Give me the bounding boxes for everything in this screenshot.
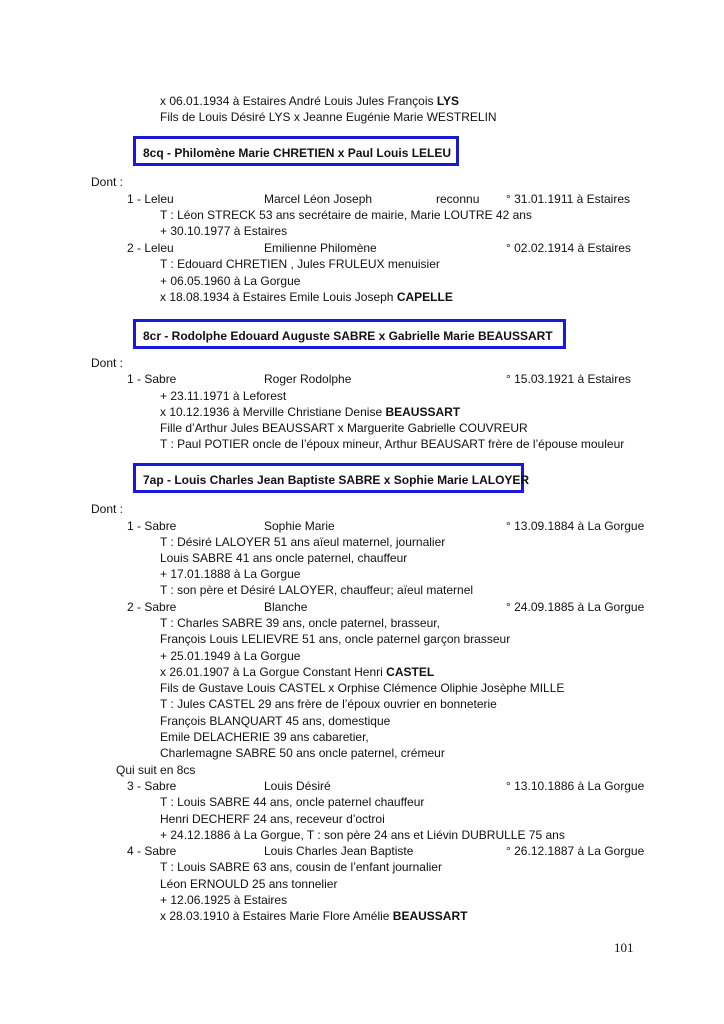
continuation-note: Qui suit en 8cs xyxy=(116,763,196,777)
intro-line: x 06.01.1934 à Estaires André Louis Jules François LYS xyxy=(160,94,460,108)
dont-label: Dont : xyxy=(91,502,124,516)
couple-heading: 8cr - Rodolphe Edouard Auguste SABRE x Gabrielle Marie BEAUSSART xyxy=(143,329,553,343)
couple-heading: 7ap - Louis Charles Jean Baptiste SABRE x Sophie Marie LALOYER xyxy=(143,473,530,487)
child-detail: Emile DELACHERIE 39 ans cabaretier, xyxy=(160,730,369,744)
child-number: 2 - Leleu xyxy=(127,241,174,255)
couple-heading: 8cq - Philomène Marie CHRETIEN x Paul Louis LELEU xyxy=(143,146,452,160)
child-birth: ° 24.09.1885 à La Gorgue xyxy=(506,600,645,614)
child-detail: + 25.01.1949 à La Gorgue xyxy=(160,649,301,663)
child-detail: T : Paul POTIER oncle de l’époux mineur, Arthur BEAUSART frère de l’épouse mouleur xyxy=(160,437,625,451)
child-detail: Louis SABRE 41 ans oncle paternel, chauffeur xyxy=(160,551,408,565)
child-name: Emilienne Philomène xyxy=(264,241,377,255)
child-detail: + 17.01.1888 à La Gorgue xyxy=(160,567,301,581)
child-number: 2 - Sabre xyxy=(127,600,177,614)
child-birth: ° 26.12.1887 à La Gorgue xyxy=(506,844,645,858)
child-name: Louis Charles Jean Baptiste xyxy=(264,844,414,858)
child-name: Sophie Marie xyxy=(264,519,335,533)
child-birth: ° 15.03.1921 à Estaires xyxy=(506,372,631,386)
child-detail: x 26.01.1907 à La Gorgue Constant Henri CASTEL xyxy=(160,665,435,679)
child-detail: T : Charles SABRE 39 ans, oncle paternel, brasseur, xyxy=(160,616,440,630)
child-name: Blanche xyxy=(264,600,308,614)
child-detail: + 24.12.1886 à La Gorgue, T : son père 24 ans et Liévin DUBRULLE 75 ans xyxy=(160,828,565,842)
child-detail: + 30.10.1977 à Estaires xyxy=(160,224,288,238)
child-detail: Léon ERNOULD 25 ans tonnelier xyxy=(160,877,338,891)
child-birth: ° 02.02.1914 à Estaires xyxy=(506,241,631,255)
child-birth: ° 31.01.1911 à Estaires xyxy=(506,192,630,206)
child-name: Louis Désiré xyxy=(264,779,331,793)
couple-heading-box xyxy=(133,319,566,349)
child-birth: ° 13.09.1884 à La Gorgue xyxy=(506,519,645,533)
child-detail: + 06.05.1960 à La Gorgue xyxy=(160,274,301,288)
dont-label: Dont : xyxy=(91,175,124,189)
child-detail: T : Léon STRECK 53 ans secrétaire de mairie, Marie LOUTRE 42 ans xyxy=(160,208,532,222)
child-number: 1 - Leleu xyxy=(127,192,174,206)
child-number: 1 - Sabre xyxy=(127,372,177,386)
child-number: 3 - Sabre xyxy=(127,779,177,793)
child-number: 1 - Sabre xyxy=(127,519,177,533)
couple-heading-box xyxy=(133,136,459,166)
child-detail: T : Edouard CHRETIEN , Jules FRULEUX menuisier xyxy=(160,257,440,271)
child-detail: François BLANQUART 45 ans, domestique xyxy=(160,714,391,728)
child-detail: T : Jules CASTEL 29 ans frère de l’époux ouvrier en bonneterie xyxy=(160,697,497,711)
couple-heading-box xyxy=(133,463,530,493)
child-name: Roger Rodolphe xyxy=(264,372,352,386)
child-detail: Charlemagne SABRE 50 ans oncle paternel, crémeur xyxy=(160,746,445,760)
child-number: 4 - Sabre xyxy=(127,844,177,858)
intro-line: Fils de Louis Désiré LYS x Jeanne Eugénie Marie WESTRELIN xyxy=(160,110,497,124)
child-detail: + 12.06.1925 à Estaires xyxy=(160,893,288,907)
child-detail: Henri DECHERF 24 ans, receveur d’octroi xyxy=(160,812,385,826)
child-detail: Fils de Gustave Louis CASTEL x Orphise Clémence Oliphie Josèphe MILLE xyxy=(160,681,565,695)
child-detail: T : son père et Désiré LALOYER, chauffeur; aïeul maternel xyxy=(160,583,474,597)
page-number: 101 xyxy=(614,940,634,955)
child-note: reconnu xyxy=(436,192,480,206)
child-detail: x 10.12.1936 à Merville Christiane Denise BEAUSSART xyxy=(160,405,461,419)
child-detail: T : Désiré LALOYER 51 ans aïeul maternel, journalier xyxy=(160,535,446,549)
child-name: Marcel Léon Joseph xyxy=(264,192,373,206)
child-detail: + 23.11.1971 à Leforest xyxy=(160,389,287,403)
child-detail: T : Louis SABRE 44 ans, oncle paternel chauffeur xyxy=(160,795,425,809)
child-detail: Fille d’Arthur Jules BEAUSSART x Marguerite Gabrielle COUVREUR xyxy=(160,421,528,435)
dont-label: Dont : xyxy=(91,356,124,370)
child-detail: x 18.08.1934 à Estaires Emile Louis Joseph CAPELLE xyxy=(160,290,453,304)
child-birth: ° 13.10.1886 à La Gorgue xyxy=(506,779,645,793)
child-detail: T : Louis SABRE 63 ans, cousin de l’enfant journalier xyxy=(160,860,442,874)
child-detail: François Louis LELIEVRE 51 ans, oncle paternel garçon brasseur xyxy=(160,632,511,646)
child-detail: x 28.03.1910 à Estaires Marie Flore Amélie BEAUSSART xyxy=(160,909,468,923)
